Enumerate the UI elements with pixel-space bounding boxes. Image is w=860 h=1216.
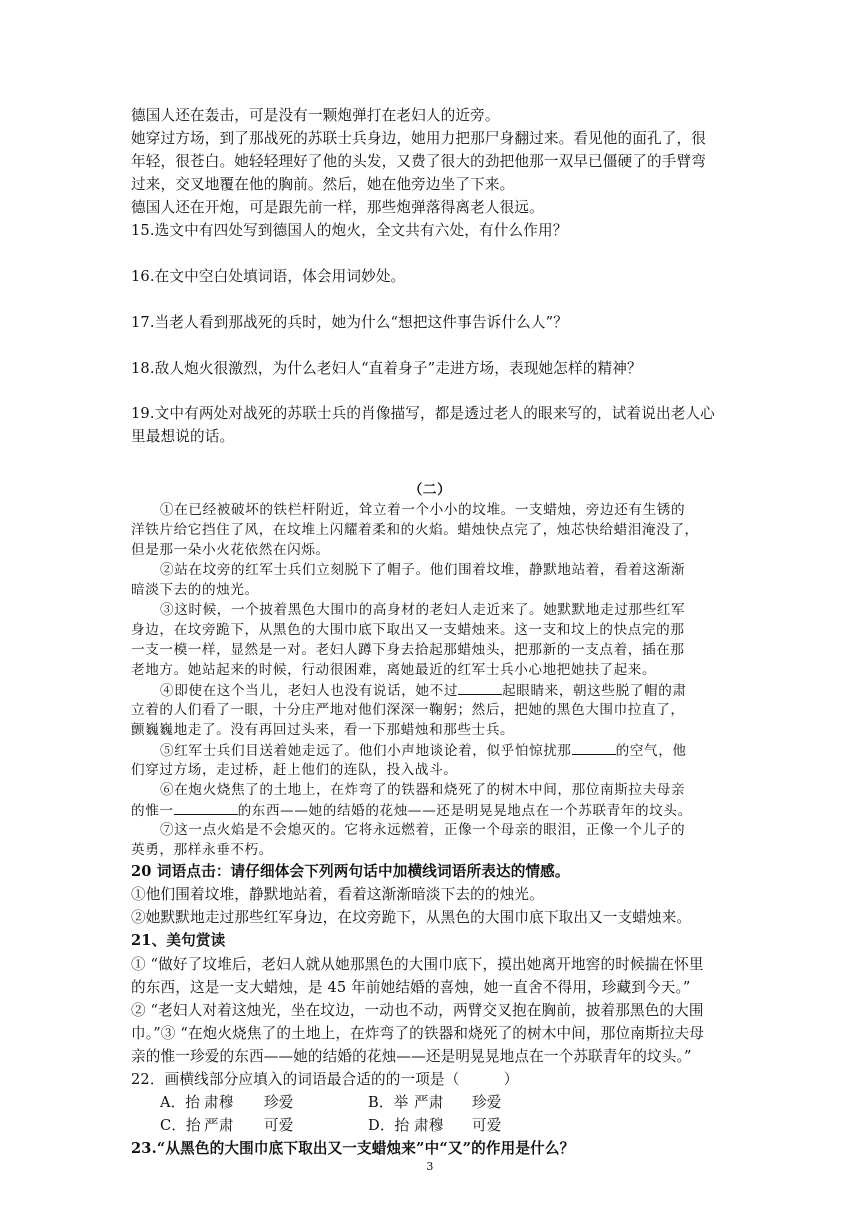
fill-blank-3 <box>174 800 238 815</box>
passage2-line: 颤巍巍地走了。没有再回过头来，看一下那蜡烛和那些士兵。 <box>131 722 515 738</box>
option-a-label: A．抬 <box>160 1094 201 1111</box>
page-number: 3 <box>426 1160 434 1173</box>
passage2-line: 暗淡下去的的烛光。 <box>131 582 259 598</box>
passage2-line: 洋铁片给它挡住了风，在坟堆上闪耀着柔和的火焰。蜡烛快点完了，烛芯快给蜡泪淹没了， <box>131 522 699 538</box>
passage2-line: 们穿过方场，走过桥，赶上他们的连队，投入战斗。 <box>131 762 458 778</box>
passage2-line: ⑦这一点火焰是不会熄灭的。它将永远燃着，正像一个母亲的眼泪，正像一个儿子的 <box>160 822 686 838</box>
passage2-line: 英勇，那样永垂不朽。 <box>131 842 273 858</box>
passage1-line: 过来，交叉地覆在他的胸前。然后，她在他旁边坐了下来。 <box>131 176 515 193</box>
passage2-line: 一支一模一样，显然是一对。老妇人蹲下身去拾起那蜡烛头，把那新的一支点着，插在那 <box>131 642 685 658</box>
option-a-word: 珍爱 <box>264 1094 294 1111</box>
passage2-line-blank <box>131 800 692 821</box>
question-22-title: 22．画横线部分应填入的词语最合适的的一项是（ ） <box>131 1071 519 1088</box>
question-20-title: 20 词语点击：请仔细体会下列两句话中加横线词语所表达的情感。 <box>131 863 570 880</box>
question-22-options-row <box>160 1116 502 1136</box>
question-18: 18.敌人炮火很激烈，为什么老妇人“直着身子”走进方场，表现她怎样的精神？ <box>131 360 642 377</box>
question-21-line: 亲的惟一珍爱的东西——她的结婚的花烛——还是明晃晃地点在一个苏联青年的坟头。” <box>131 1048 692 1065</box>
question-21-line: ① “做好了坟堆后，老妇人就从她那黑色的大围巾底下，摸出她离开地窖的时候揣在怀里 <box>131 956 704 973</box>
fill-blank-1 <box>458 680 502 695</box>
passage2-line: ⑥在炮火烧焦了的土地上，在炸弯了的铁器和烧死了的树木中间，那位南斯拉夫母亲 <box>160 782 686 798</box>
section-title: （二） <box>408 482 452 498</box>
option-b-label: B．举 <box>368 1094 409 1111</box>
question-16: 16.在文中空白处填词语，体会用词妙处。 <box>131 268 406 285</box>
passage2-line: 老地方。她站起来的时候，行动很困难，离她最近的红军士兵小心地把她扶了起来。 <box>131 662 657 678</box>
option-d-label: D．抬 <box>368 1117 410 1134</box>
passage1-line: 她穿过方场，到了那战死的苏联士兵身边，她用力把那尸身翻过来。看见他的面孔了，很 <box>131 130 707 147</box>
option-c-label: C．抬 <box>160 1117 201 1134</box>
question-17: 17.当老人看到那战死的兵时，她为什么“想把这件事告诉什么人”？ <box>131 314 568 331</box>
passage2-line-blank <box>160 680 687 701</box>
question-21-line: ② “老妇人对着这烛光，坐在坟边，一动也不动，两臂交叉抱在胸前，披着那黑色的大围 <box>131 1002 704 1019</box>
passage1-line: 年轻，很苍白。她轻轻理好了他的头发，又费了很大的劲把他那一双早已僵硬了的手臂弯 <box>131 153 707 170</box>
option-b-word: 严肃 <box>414 1094 444 1111</box>
question-21-title: 21、美句赏读 <box>131 932 226 949</box>
question-15: 15.选文中有四处写到德国人的炮火，全文共有六处，有什么作用？ <box>131 222 568 239</box>
question-20-sentence: ②她默默地走过那些红军身边，在坟旁跪下，从黑色的大围巾底下取出又一支蜡烛来。 <box>131 909 692 926</box>
passage2-line: 但是那一朵小火花依然在闪烁。 <box>131 542 330 558</box>
passage1-line: 德国人还在轰击，可是没有一颗炮弹打在老妇人的近旁。 <box>131 107 500 124</box>
passage2-text: ④即使在这个当儿，老妇人也没有说话，她不过 <box>160 683 459 699</box>
option-d-word: 肃穆 <box>414 1117 444 1134</box>
question-19-cont: 里最想说的话。 <box>131 428 235 445</box>
fill-blank-2 <box>572 740 616 755</box>
question-21-line: 巾。”③ “在炮火烧焦了的土地上，在炸弯了的铁器和烧死了的树木中间，那位南斯拉夫母 <box>131 1025 704 1042</box>
option-c-word: 可爱 <box>264 1117 294 1134</box>
passage2-line: ③这时候，一个披着黑色大围巾的高身材的老妇人走近来了。她默默地走过那些红军 <box>160 602 686 618</box>
question-19: 19.文中有两处对战死的苏联士兵的肖像描写，都是透过老人的眼来写的，试着说出老人心 <box>131 405 715 422</box>
option-d-word: 可爱 <box>472 1117 502 1134</box>
question-20-sentence: ①他们围着坟堆，静默地站着，看着这渐渐暗淡下去的的烛光。 <box>131 886 544 903</box>
question-21-line: 的东西，这是一支大蜡烛，是 45 年前她结婚的喜烛，她一直舍不得用，珍藏到今天。” <box>131 979 691 996</box>
passage2-line: 立着的人们看了一眼，十分庄严地对他们深深一鞠躬；然后，把她的黑色大围巾拉直了， <box>131 702 685 718</box>
option-a-word: 肃穆 <box>204 1094 234 1111</box>
passage2-line: ②站在坟旁的红军士兵们立刻脱下了帽子。他们围着坟堆，静默地站着，看着这渐渐 <box>160 562 686 578</box>
passage2-line-blank <box>160 740 687 761</box>
option-c-word: 严肃 <box>204 1117 234 1134</box>
passage2-line: 身边，在坟旁跪下，从黑色的大围巾底下取出又一支蜡烛来。这一支和坟上的快点完的那 <box>131 622 685 638</box>
passage2-text: 起眼睛来，朝这些脱了帽的肃 <box>502 683 687 699</box>
passage2-text: 的惟一 <box>131 803 174 819</box>
passage2-text: ⑤红军士兵们目送着她走远了。他们小声地谈论着，似乎怕惊扰那 <box>160 743 572 759</box>
question-22-options-row <box>160 1093 502 1113</box>
passage2-text: 的东西——她的结婚的花烛——还是明晃晃地点在一个苏联青年的坟头。 <box>237 803 692 819</box>
passage1-line: 德国人还在开炮，可是跟先前一样，那些炮弹落得离老人很远。 <box>131 199 544 216</box>
question-23: 23.“从黑色的大围巾底下取出又一支蜡烛来”中“又”的作用是什么？ <box>131 1140 575 1157</box>
passage2-text: 的空气，他 <box>615 743 687 759</box>
option-b-word: 珍爱 <box>472 1094 502 1111</box>
passage2-line: ①在已经被破坏的铁栏杆附近，耸立着一个小小的坟堆。一支蜡烛，旁边还有生锈的 <box>160 502 686 518</box>
